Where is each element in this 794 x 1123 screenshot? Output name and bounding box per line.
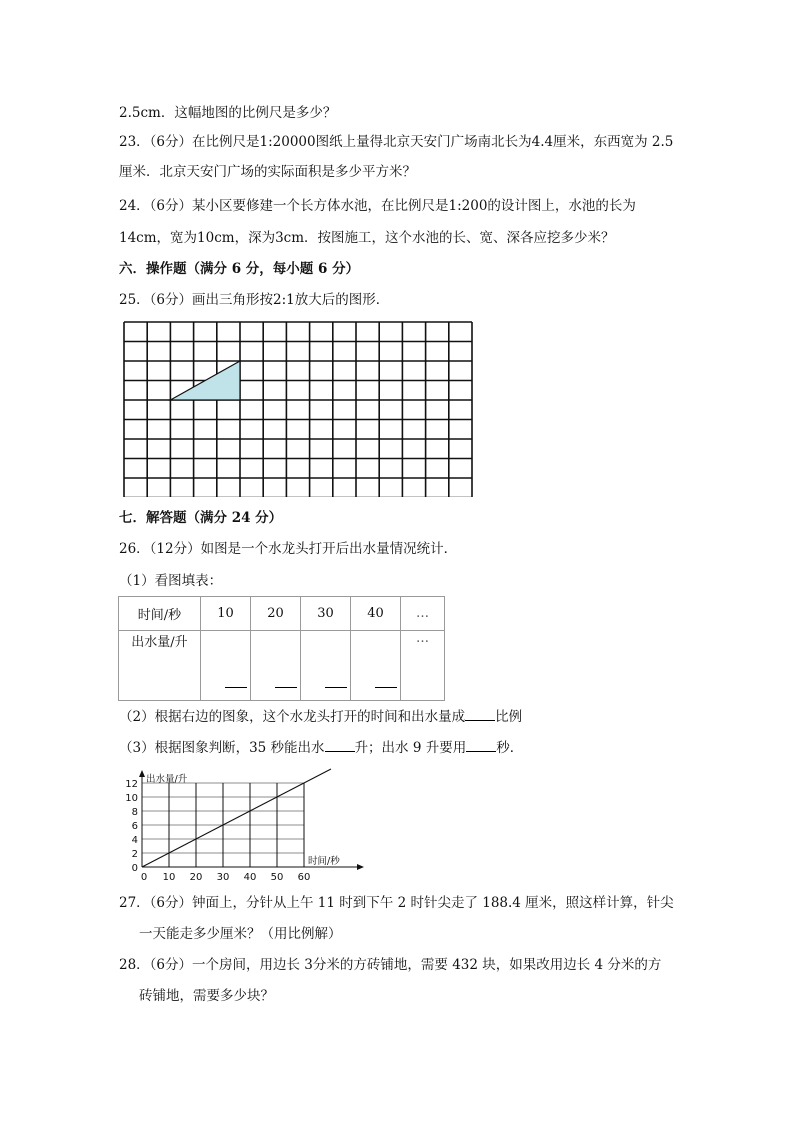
- y-tick-label: 12: [125, 779, 138, 790]
- q28-line2: 砖铺地，需要多少块？: [139, 988, 274, 1004]
- answer-blank-cell[interactable]: [301, 631, 351, 701]
- x-tick-label: 10: [162, 872, 176, 883]
- table-ellipsis: …: [401, 631, 445, 701]
- x-axis-arrow: [357, 864, 364, 870]
- x-tick-label: 40: [243, 872, 257, 883]
- q26-text: 26．（12分）如图是一个水龙头打开后出水量情况统计．: [119, 541, 458, 557]
- y-tick-label: 8: [131, 807, 138, 818]
- q23-line2: 厘米．北京天安门广场的实际面积是多少平方米？: [119, 164, 416, 180]
- x-tick-label: 20: [189, 872, 203, 883]
- q26-part3-text: （3）根据图象判断，35 秒能出水: [119, 740, 325, 756]
- x-tick-label: 50: [270, 872, 284, 883]
- table-header-time: 时间/秒: [119, 597, 201, 631]
- q27-line1: 27．（6分）钟面上，分针从上午 11 时到下午 2 时针尖走了 188.4 厘米，照这样计算，针尖: [119, 895, 674, 911]
- x-tick-label: 30: [216, 872, 230, 883]
- y-tick-label: 2: [131, 849, 138, 860]
- section-7-heading: 七．解答题（满分 24 分）: [119, 510, 283, 526]
- x-axis-label: 时间/秒: [308, 856, 340, 867]
- answer-blank[interactable]: [275, 687, 297, 688]
- q26-chart: [108, 768, 378, 888]
- x-tick-label: 60: [297, 872, 311, 883]
- q27-line2: 一天能走多少厘米？（用比例解）: [139, 926, 342, 942]
- table-cell-time: 30: [301, 597, 351, 631]
- answer-blank[interactable]: [325, 737, 355, 752]
- table-cell-time: 40: [351, 597, 401, 631]
- q24-line2: 14cm，宽为10cm，深为3cm．按图施工，这个水池的长、宽、深各应挖多少米？: [119, 230, 615, 246]
- q23-line1: 23．（6分）在比例尺是1:20000图纸上量得北京天安门广场南北长为4.4厘米，东西宽为 2.5: [119, 134, 674, 150]
- q24-line1: 24．（6分）某小区要修建一个长方体水池，在比例尺是1:200的设计图上，水池的长为: [119, 198, 636, 214]
- q26-part2: [119, 706, 522, 727]
- q26-part1: （1）看图填表：: [119, 573, 223, 589]
- q25-grid: [122, 320, 474, 497]
- q26-part3: [119, 737, 523, 758]
- y-axis-arrow: [139, 770, 145, 777]
- y-tick-label: 10: [125, 793, 138, 804]
- q26-table: [118, 596, 445, 701]
- answer-blank[interactable]: [465, 706, 495, 721]
- section-6-heading: 六．操作题（满分 6 分，每小题 6 分）: [119, 261, 360, 277]
- q26-part3-tail: 秒．: [496, 740, 524, 756]
- y-tick-label: 4: [131, 835, 138, 846]
- q26-part2-tail: 比例: [495, 709, 523, 725]
- q22-tail: 2.5cm．这幅地图的比例尺是多少？: [119, 105, 337, 121]
- y-tick-label: 0: [131, 863, 138, 874]
- answer-blank[interactable]: [325, 687, 347, 688]
- answer-blank-cell[interactable]: [351, 631, 401, 701]
- q26-part2-text: （2）根据右边的图象，这个水龙头打开的时间和出水量成: [119, 709, 466, 725]
- answer-blank-cell[interactable]: [251, 631, 301, 701]
- table-header-water: 出水量/升: [119, 631, 201, 701]
- table-ellipsis: …: [401, 597, 445, 631]
- table-row: [119, 631, 445, 701]
- q28-line1: 28．（6分）一个房间，用边长 3分米的方砖铺地，需要 432 块，如果改用边长 4 分米的方: [119, 957, 662, 973]
- answer-blank-cell[interactable]: [201, 631, 251, 701]
- y-axis-label: 出水量/升: [146, 774, 188, 785]
- answer-blank[interactable]: [225, 687, 247, 688]
- table-cell-time: 20: [251, 597, 301, 631]
- answer-blank[interactable]: [466, 737, 496, 752]
- answer-blank[interactable]: [375, 687, 397, 688]
- x-tick-label: 0: [140, 872, 148, 883]
- q25-text: 25．（6分）画出三角形按2:1放大后的图形．: [119, 292, 390, 308]
- y-tick-label: 6: [131, 821, 138, 832]
- q26-part3-text2: 升；出水 9 升要用: [354, 740, 467, 756]
- table-row: [119, 597, 445, 631]
- table-cell-time: 10: [201, 597, 251, 631]
